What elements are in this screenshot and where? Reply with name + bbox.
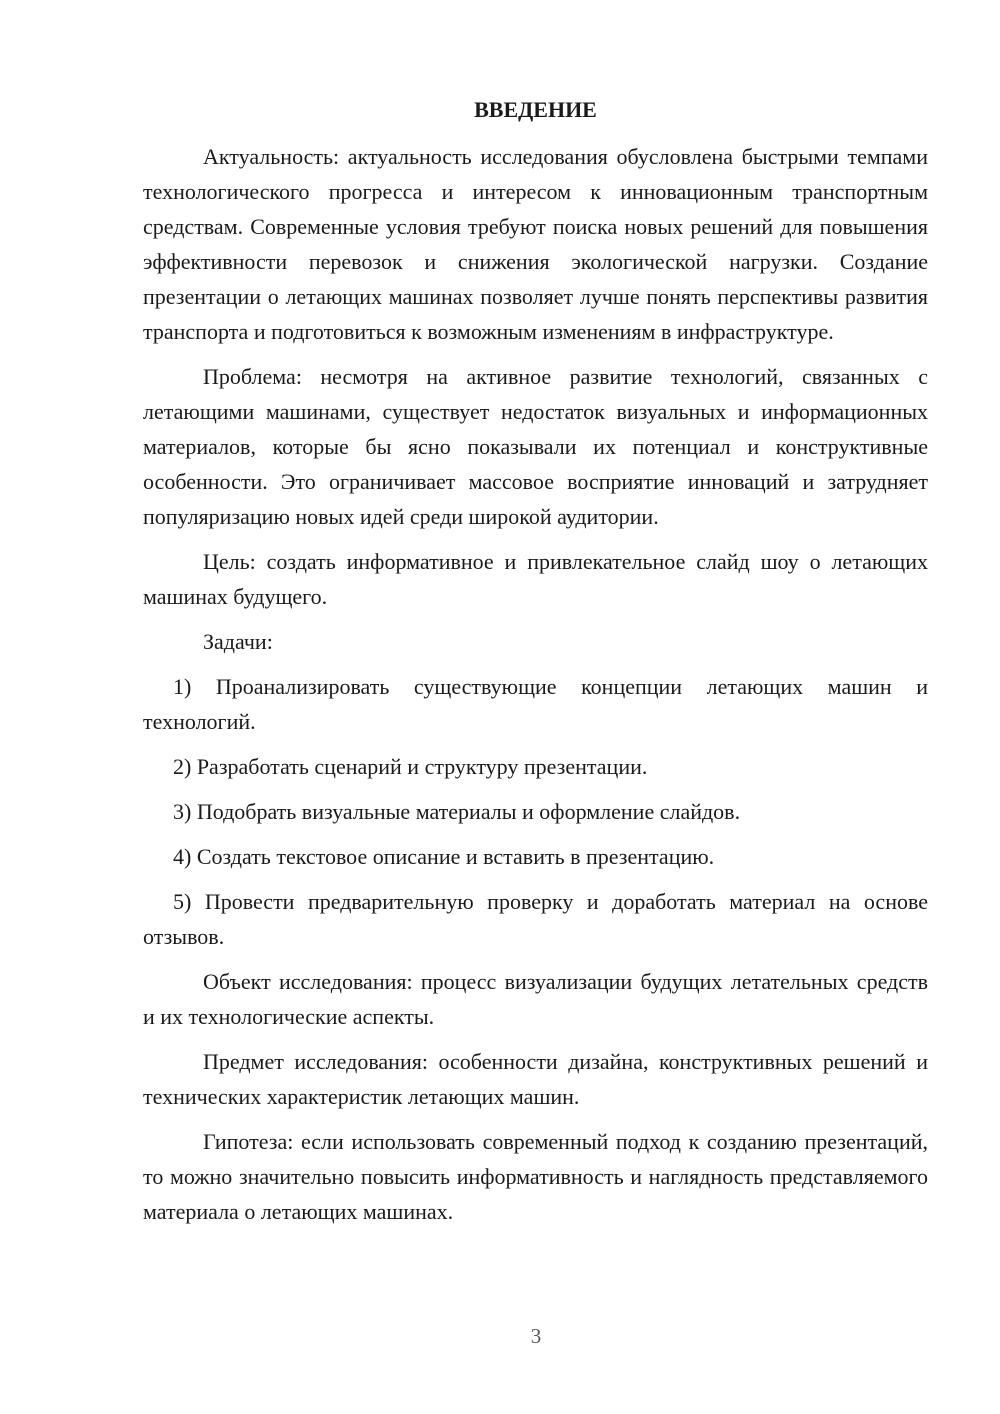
object-paragraph: Объект исследования: процесс визуализации будущих летательных средств и их технологические аспекты. xyxy=(143,969,928,1029)
goal-paragraph: Цель: создать информативное и привлекательное слайд шоу о летающих машинах будущего. xyxy=(143,549,928,609)
page-number: 3 xyxy=(530,1324,542,1348)
subject-paragraph: Предмет исследования: особенности дизайна, конструктивных решений и технических характеристик летающих машин. xyxy=(143,1049,928,1109)
task-item: 3) Подобрать визуальные материалы и оформление слайдов. xyxy=(173,799,741,824)
task-item: 4) Создать текстовое описание и вставить в презентацию. xyxy=(173,844,715,869)
task-item: 2) Разработать сценарий и структуру презентации. xyxy=(173,754,648,779)
hypothesis-paragraph: Гипотеза: если использовать современный подход к созданию презентаций, то можно значительно повысить информативность и наглядность представляемого материала о летающих машинах. xyxy=(143,1129,928,1224)
task-item: 1) Проанализировать существующие концепции летающих машин и технологий. xyxy=(143,674,928,734)
document-page xyxy=(143,90,928,1239)
problem-paragraph: Проблема: несмотря на активное развитие технологий, связанных с летающими машинами, существует недостаток визуальных и информационных материалов, которые бы ясно показывали их потенциал и конструктивные особенности. Это ограничивает массовое восприятие инноваций и затрудняет популяризацию новых идей среди широкой аудитории. xyxy=(143,364,928,529)
section-title: ВВЕДЕНИЕ xyxy=(474,97,597,122)
tasks-heading: Задачи: xyxy=(203,629,273,654)
task-item: 5) Провести предварительную проверку и доработать материал на основе отзывов. xyxy=(143,889,928,949)
relevance-paragraph: Актуальность: актуальность исследования обусловлена быстрыми темпами технологического прогресса и интересом к инновационным транспортным средствам. Современные условия требуют поиска новых решений для повышения эффективности перевозок и снижения экологической нагрузки. Создание презентации о летающих машинах позволяет лучше понять перспективы развития транспорта и подготовиться к возможным изменениям в инфраструктуре. xyxy=(143,144,928,344)
